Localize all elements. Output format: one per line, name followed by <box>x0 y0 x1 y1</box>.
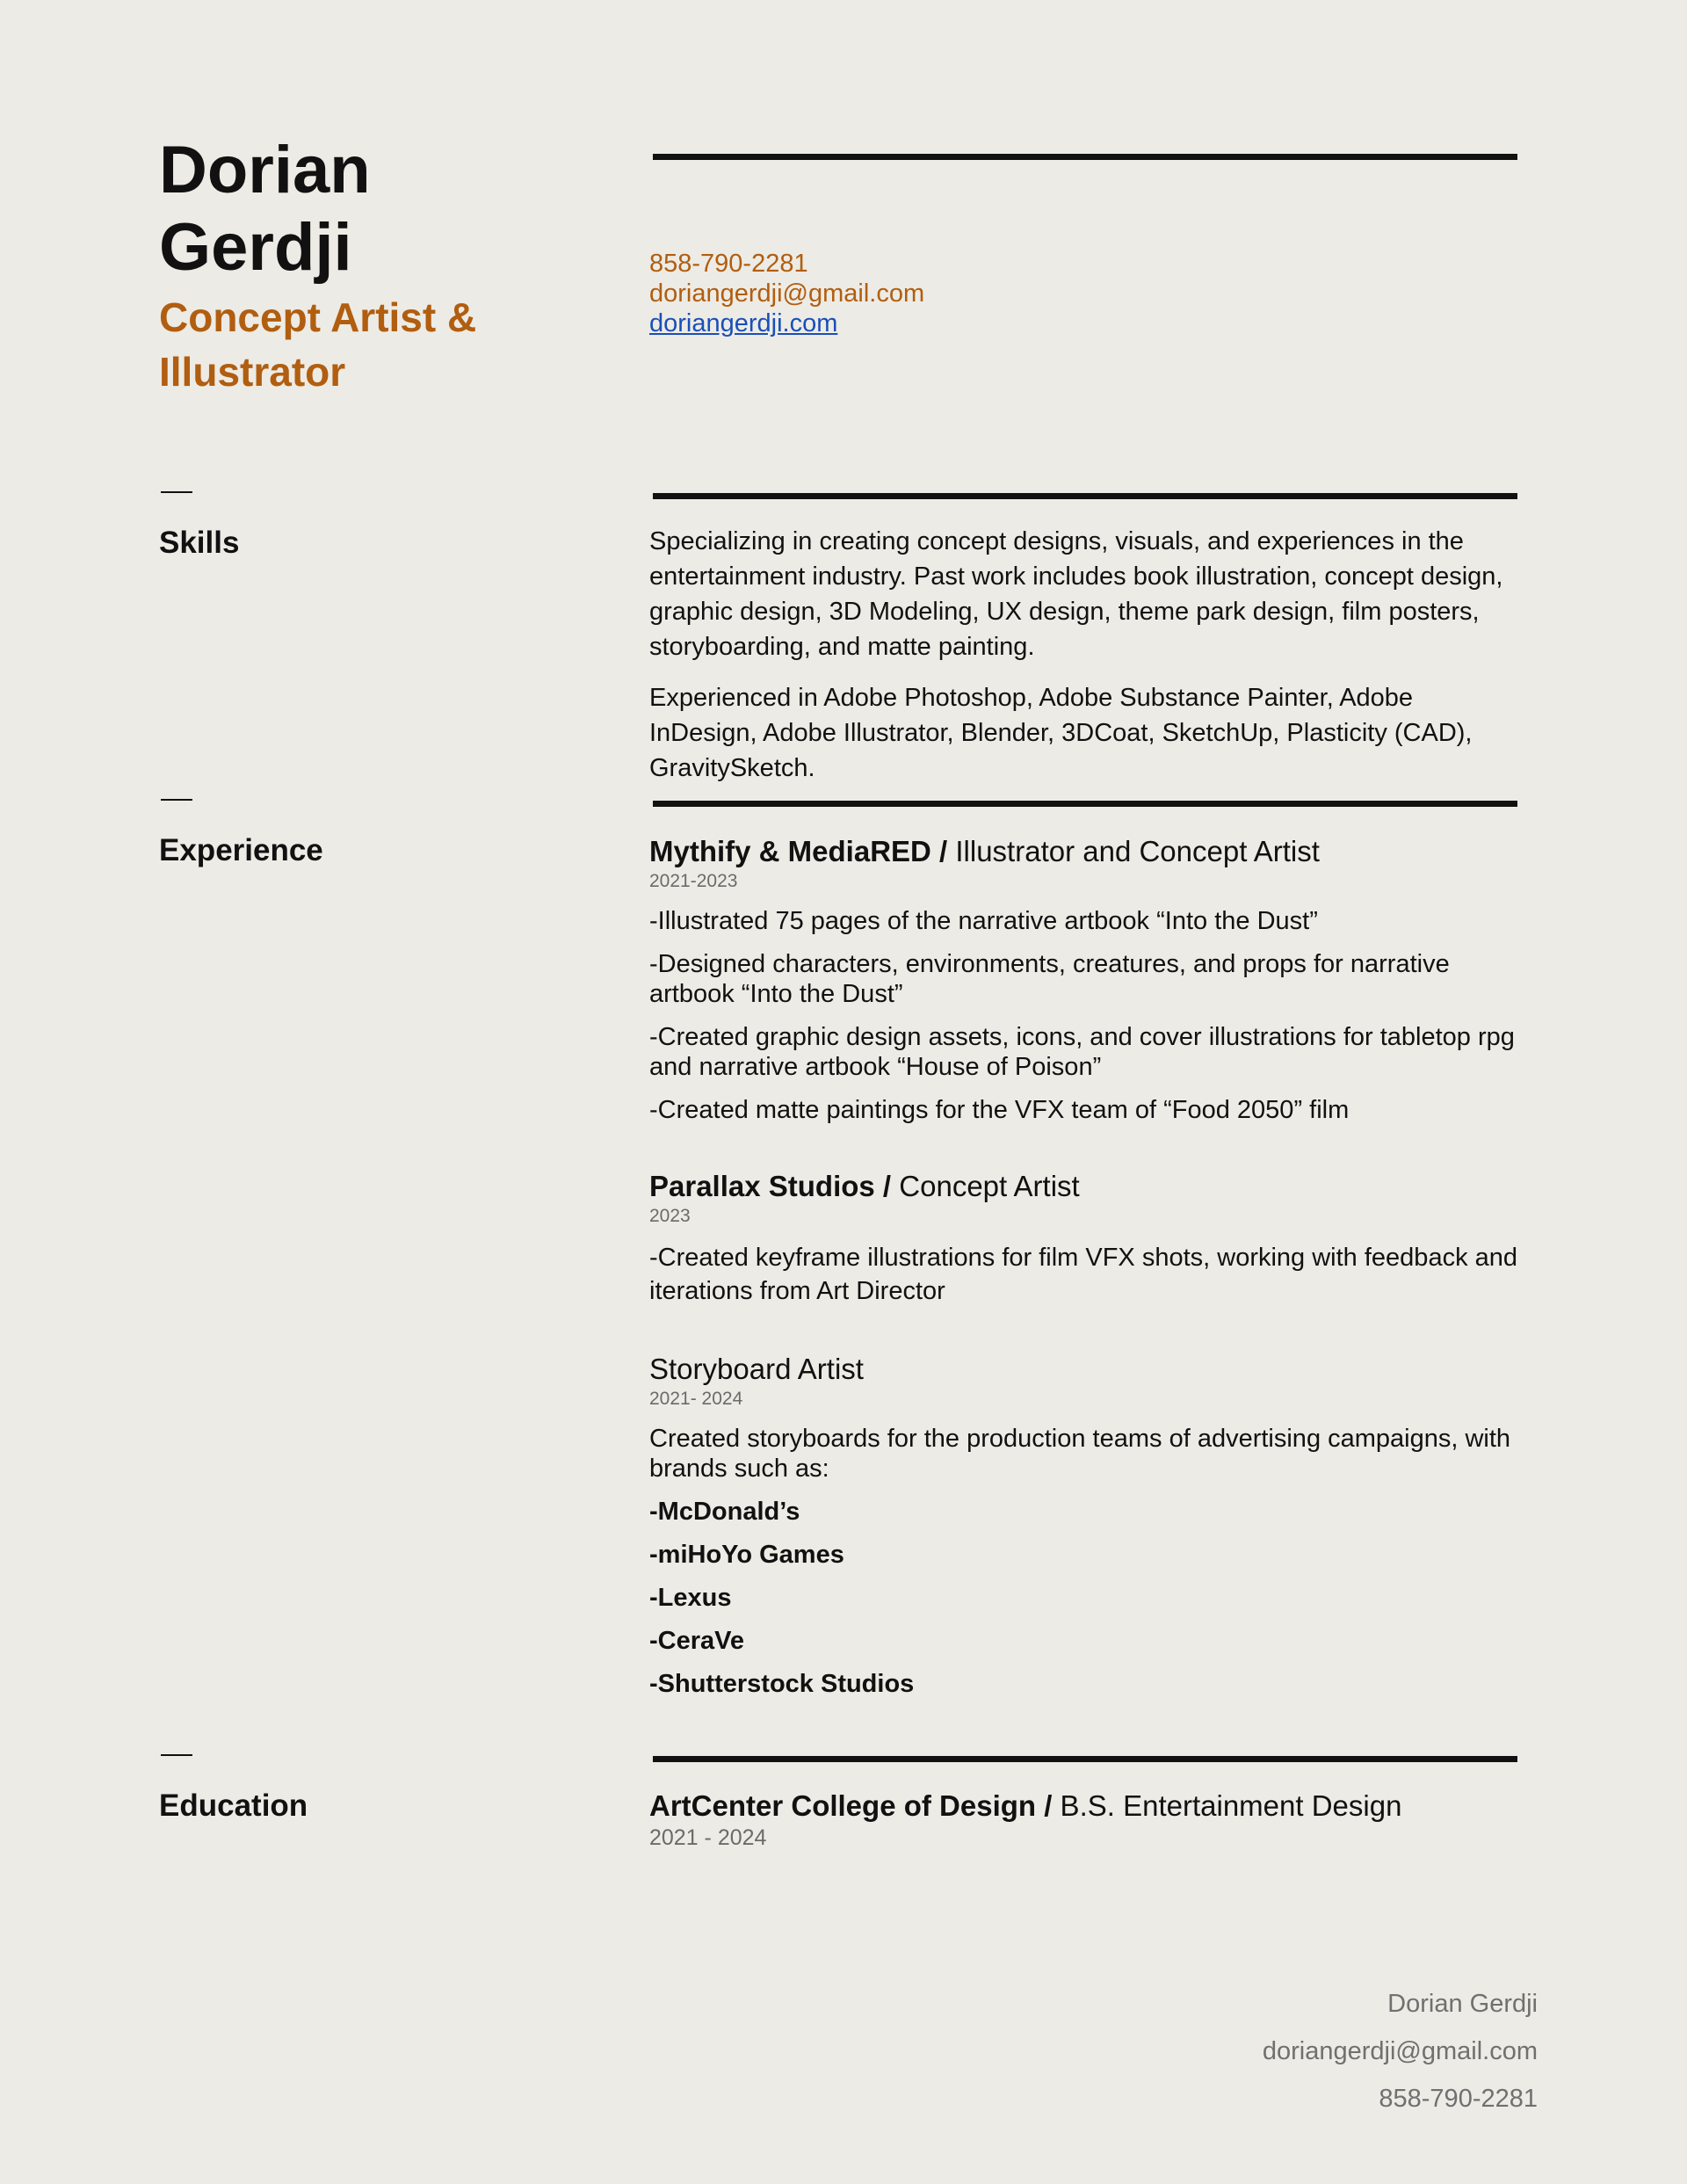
job-heading <box>649 1169 1524 1204</box>
skills-tools: Experienced in Adobe Photoshop, Adobe Substance Painter, Adobe InDesign, Adobe Illustrator, Blender, 3DCoat, SketchUp, Plasticity (CAD), GravitySketch. <box>649 684 1473 782</box>
skills-dash <box>161 491 192 493</box>
school-name: ArtCenter College of Design / <box>649 1789 1053 1822</box>
name-first: Dorian <box>159 133 371 207</box>
name-last: Gerdji <box>159 210 352 285</box>
contact-email: doriangerdji@gmail.com <box>649 279 925 308</box>
brand-item: -Shutterstock Studios <box>649 1670 915 1698</box>
job-bullet: -Designed characters, environments, creatures, and props for narrative artbook “Into the Dust” <box>649 950 1450 1008</box>
job-role: Storyboard Artist <box>649 1353 864 1385</box>
brand-item: -McDonald’s <box>649 1498 800 1526</box>
header-divider <box>653 154 1517 160</box>
brand-item: -CeraVe <box>649 1627 745 1655</box>
company-name: Mythify & MediaRED / <box>649 835 948 867</box>
job-role: Illustrator and Concept Artist <box>947 835 1320 867</box>
skills-content <box>649 524 1524 802</box>
job-bullet: -Created keyframe illustrations for film VFX shots, working with feedback and iterations from Art Director <box>649 1244 1518 1305</box>
job-dates: 2021-2023 <box>649 871 738 891</box>
brand-item: -miHoYo Games <box>649 1541 844 1569</box>
job-title <box>159 290 651 399</box>
education-dash <box>161 1754 192 1756</box>
website-link[interactable]: doriangerdji.com <box>649 309 838 337</box>
resume-name <box>159 132 651 287</box>
job-description: Created storyboards for the production teams of advertising campaigns, with brands such as: <box>649 1425 1511 1483</box>
footer-contact <box>1263 1980 1538 2122</box>
experience-dash <box>161 799 192 801</box>
education-heading <box>649 1789 1524 1824</box>
job-entry-parallax <box>649 1169 1524 1308</box>
contact-phone: 858-790-2281 <box>649 250 808 278</box>
job-title-line1: Concept Artist & <box>159 294 477 340</box>
degree: B.S. Entertainment Design <box>1052 1789 1402 1822</box>
job-title-line2: Illustrator <box>159 349 346 395</box>
education-divider <box>653 1756 1517 1762</box>
education-content <box>649 1789 1524 1864</box>
education-dates: 2021 - 2024 <box>649 1825 767 1850</box>
section-title-experience: Experience <box>159 833 323 867</box>
job-bullet: -Illustrated 75 pages of the narrative artbook “Into the Dust” <box>649 907 1318 935</box>
skills-divider <box>653 493 1517 499</box>
experience-divider <box>653 801 1517 807</box>
experience-content <box>649 834 1524 1743</box>
skills-summary: Specializing in creating concept designs, visuals, and experiences in the entertainment industry. Past work includes book illustration, concept design, graphic design, 3D Modeling, UX design, theme park design, film posters, storyboarding, and matte painting. <box>649 527 1503 661</box>
job-entry-mythify <box>649 834 1524 1125</box>
footer-phone: 858-790-2281 <box>1379 2085 1538 2113</box>
brand-item: -Lexus <box>649 1584 732 1612</box>
footer-name: Dorian Gerdji <box>1387 1990 1538 2018</box>
job-bullet: -Created graphic design assets, icons, and cover illustrations for tabletop rpg and narrative artbook “House of Poison” <box>649 1023 1515 1081</box>
job-role: Concept Artist <box>891 1170 1080 1202</box>
section-title-skills: Skills <box>159 526 240 560</box>
job-heading <box>649 834 1524 869</box>
job-dates: 2021- 2024 <box>649 1389 743 1409</box>
section-title-education: Education <box>159 1789 308 1823</box>
job-entry-storyboard <box>649 1352 1524 1699</box>
job-dates: 2023 <box>649 1206 691 1226</box>
company-name: Parallax Studios / <box>649 1170 892 1202</box>
job-bullet: -Created matte paintings for the VFX team of “Food 2050” film <box>649 1096 1350 1124</box>
contact-info <box>649 249 924 338</box>
footer-email: doriangerdji@gmail.com <box>1262 2037 1538 2065</box>
